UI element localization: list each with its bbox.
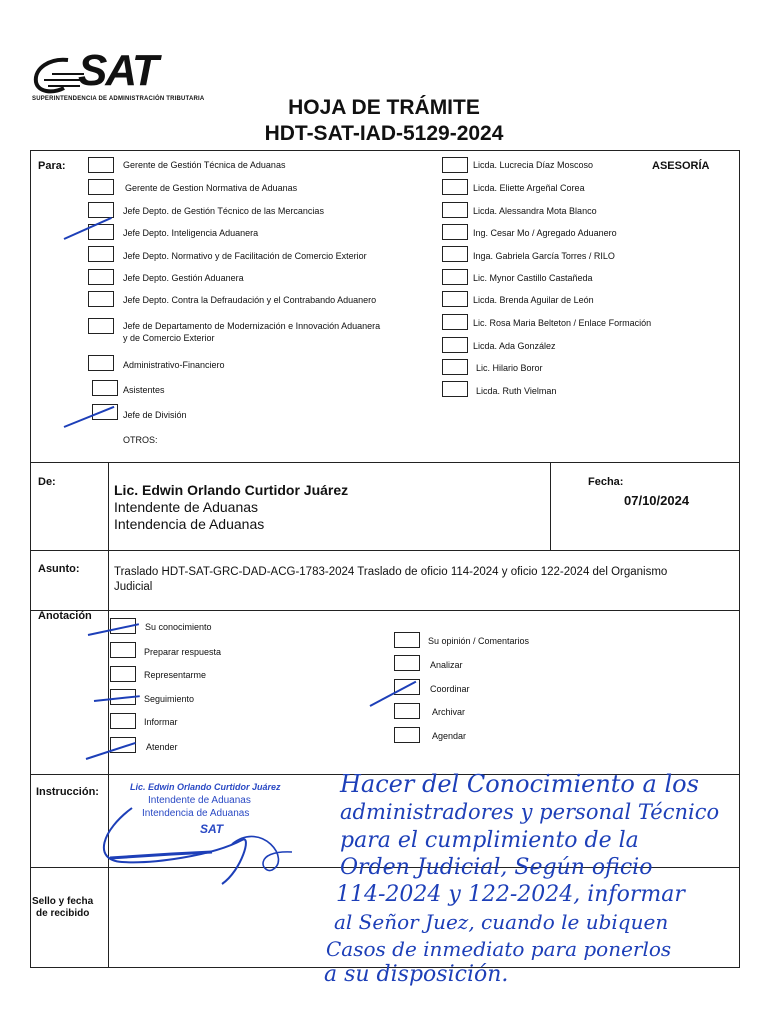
divider xyxy=(550,462,551,550)
checkbox[interactable] xyxy=(442,246,468,262)
handwritten-line: al Señor Juez, cuando le ubiquen xyxy=(334,910,669,934)
recipient-label: Jefe de División xyxy=(123,410,187,420)
otros-label: OTROS: xyxy=(123,435,158,445)
anotacion-option: Su opinión / Comentarios xyxy=(428,636,530,646)
checkbox[interactable] xyxy=(442,179,468,195)
checkbox[interactable] xyxy=(88,355,114,371)
anotacion-option: Seguimiento xyxy=(144,694,195,704)
checkbox[interactable] xyxy=(88,318,114,334)
anotacion-option: Preparar respuesta xyxy=(144,647,222,657)
stamp-line: Lic. Edwin Orlando Curtidor Juárez xyxy=(130,782,281,792)
handwritten-line: Orden Judicial, Según oficio xyxy=(340,855,653,880)
asunto-label: Asunto: xyxy=(38,563,80,575)
checkbox[interactable] xyxy=(442,202,468,218)
anotacion-option: Atender xyxy=(146,742,178,752)
asunto-text: Traslado HDT-SAT-GRC-DAD-ACG-1783-2024 Traslado de oficio 114-2024 y oficio 122-2024 del Organismo xyxy=(114,566,668,578)
document-code: HDT-SAT-IAD-5129-2024 xyxy=(264,122,504,145)
checkbox[interactable] xyxy=(394,703,420,719)
handwritten-line: 114-2024 y 122-2024, informar xyxy=(336,882,685,907)
recipient-label: y de Comercio Exterior xyxy=(123,333,215,343)
checkbox[interactable] xyxy=(88,179,114,195)
handwritten-line: Hacer del Conocimiento a los xyxy=(340,770,699,798)
recipient-label: Lic. Rosa Maria Belteton / Enlace Formación xyxy=(473,318,652,328)
stamp-logo: SAT xyxy=(200,822,224,836)
sender-role: Intendente de Aduanas xyxy=(114,499,259,515)
checkbox[interactable] xyxy=(442,157,468,173)
divider xyxy=(30,550,740,551)
logo-word: SAT xyxy=(78,46,157,95)
checkbox[interactable] xyxy=(88,269,114,285)
recipient-label: Lic. Mynor Castillo Castañeda xyxy=(473,273,593,283)
checkbox[interactable] xyxy=(394,632,420,648)
anotacion-option: Coordinar xyxy=(430,684,470,694)
checkbox[interactable] xyxy=(442,337,468,353)
recipient-label: Jefe Depto. Gestión Aduanera xyxy=(123,273,244,283)
sender-name: Lic. Edwin Orlando Curtidor Juárez xyxy=(114,482,349,498)
recipient-label: Licda. Alessandra Mota Blanco xyxy=(473,206,597,216)
recipient-label: Gerente de Gestion Normativa de Aduanas xyxy=(125,183,298,193)
recipient-label: Lic. Hilario Boror xyxy=(476,363,543,373)
anotacion-option: Archivar xyxy=(432,707,466,717)
recipient-label: Gerente de Gestión Técnica de Aduanas xyxy=(123,160,286,170)
checkbox[interactable] xyxy=(442,314,468,330)
checkbox[interactable] xyxy=(394,655,420,671)
recipient-label: Licda. Lucrecia Díaz Moscoso xyxy=(473,160,594,170)
recipient-label: Jefe Depto. de Gestión Técnico de las Mercancias xyxy=(123,206,324,216)
de-label: De: xyxy=(38,476,56,488)
checkbox[interactable] xyxy=(442,224,468,240)
asesoria-label: ASESORÍA xyxy=(652,160,710,172)
page-title: HOJA DE TRÁMITE xyxy=(288,96,480,119)
divider xyxy=(108,462,109,968)
handwritten-line: para el cumplimiento de la xyxy=(340,828,639,853)
handwritten-line: administradores y personal Técnico xyxy=(340,800,720,824)
fecha-value: 07/10/2024 xyxy=(624,493,690,508)
checkbox[interactable] xyxy=(442,359,468,375)
handwritten-line: a su disposición. xyxy=(324,962,509,987)
anotacion-option: Su conocimiento xyxy=(145,622,212,632)
para-label: Para: xyxy=(38,160,66,172)
asunto-text: Judicial xyxy=(114,581,153,593)
recipient-label: Administrativo-Financiero xyxy=(123,360,225,370)
recipient-label: Asistentes xyxy=(123,385,165,395)
checkbox[interactable] xyxy=(442,291,468,307)
recipient-label: Licda. Eliette Argeñal Corea xyxy=(473,183,585,193)
recipient-label: Jefe de Departamento de Modernización e Innovación Aduanera xyxy=(123,321,381,331)
checkbox[interactable] xyxy=(110,642,136,658)
checkbox[interactable] xyxy=(88,157,114,173)
recipient-label: Inga. Gabriela García Torres / RILO xyxy=(473,251,615,261)
stamp-line: Intendencia de Aduanas xyxy=(142,808,250,819)
recipient-label: Licda. Ruth Vielman xyxy=(476,386,557,396)
anotacion-option: Informar xyxy=(144,717,178,727)
sello-label: de recibido xyxy=(36,908,90,919)
checkbox[interactable] xyxy=(394,727,420,743)
recipient-label: Jefe Depto. Contra la Defraudación y el Contrabando Aduanero xyxy=(123,295,377,305)
divider xyxy=(30,610,740,611)
recipient-label: Licda. Ada González xyxy=(473,341,556,351)
checkbox[interactable] xyxy=(442,269,468,285)
checkbox[interactable] xyxy=(88,202,114,218)
checkbox[interactable] xyxy=(110,666,136,682)
checkbox[interactable] xyxy=(88,291,114,307)
anotacion-option: Representarme xyxy=(144,670,207,680)
instruccion-label: Instrucción: xyxy=(36,786,99,798)
checkbox[interactable] xyxy=(110,713,136,729)
recipient-label: Ing. Cesar Mo / Agregado Aduanero xyxy=(473,228,617,238)
anotacion-option: Agendar xyxy=(432,731,467,741)
sello-label: Sello y fecha xyxy=(32,896,94,907)
sender-department: Intendencia de Aduanas xyxy=(114,516,265,532)
handwritten-line: Casos de inmediato para ponerlos xyxy=(326,937,672,961)
logo-subtitle: SUPERINTENDENCIA DE ADMINISTRACIÓN TRIBUTARIA xyxy=(32,96,205,102)
signature-icon xyxy=(92,800,312,890)
recipient-label: Jefe Depto. Normativo y de Facilitación de Comercio Exterior xyxy=(123,251,367,261)
checkbox[interactable] xyxy=(88,246,114,262)
recipient-label: Licda. Brenda Aguilar de León xyxy=(473,295,594,305)
divider xyxy=(30,462,740,463)
checkbox[interactable] xyxy=(92,380,118,396)
checkbox[interactable] xyxy=(442,381,468,397)
recipient-label: Jefe Depto. Inteligencia Aduanera xyxy=(123,228,259,238)
fecha-label: Fecha: xyxy=(588,476,624,488)
anotacion-option: Analizar xyxy=(430,660,463,670)
stamp-line: Intendente de Aduanas xyxy=(148,795,251,806)
anotacion-label: Anotación xyxy=(38,610,92,622)
